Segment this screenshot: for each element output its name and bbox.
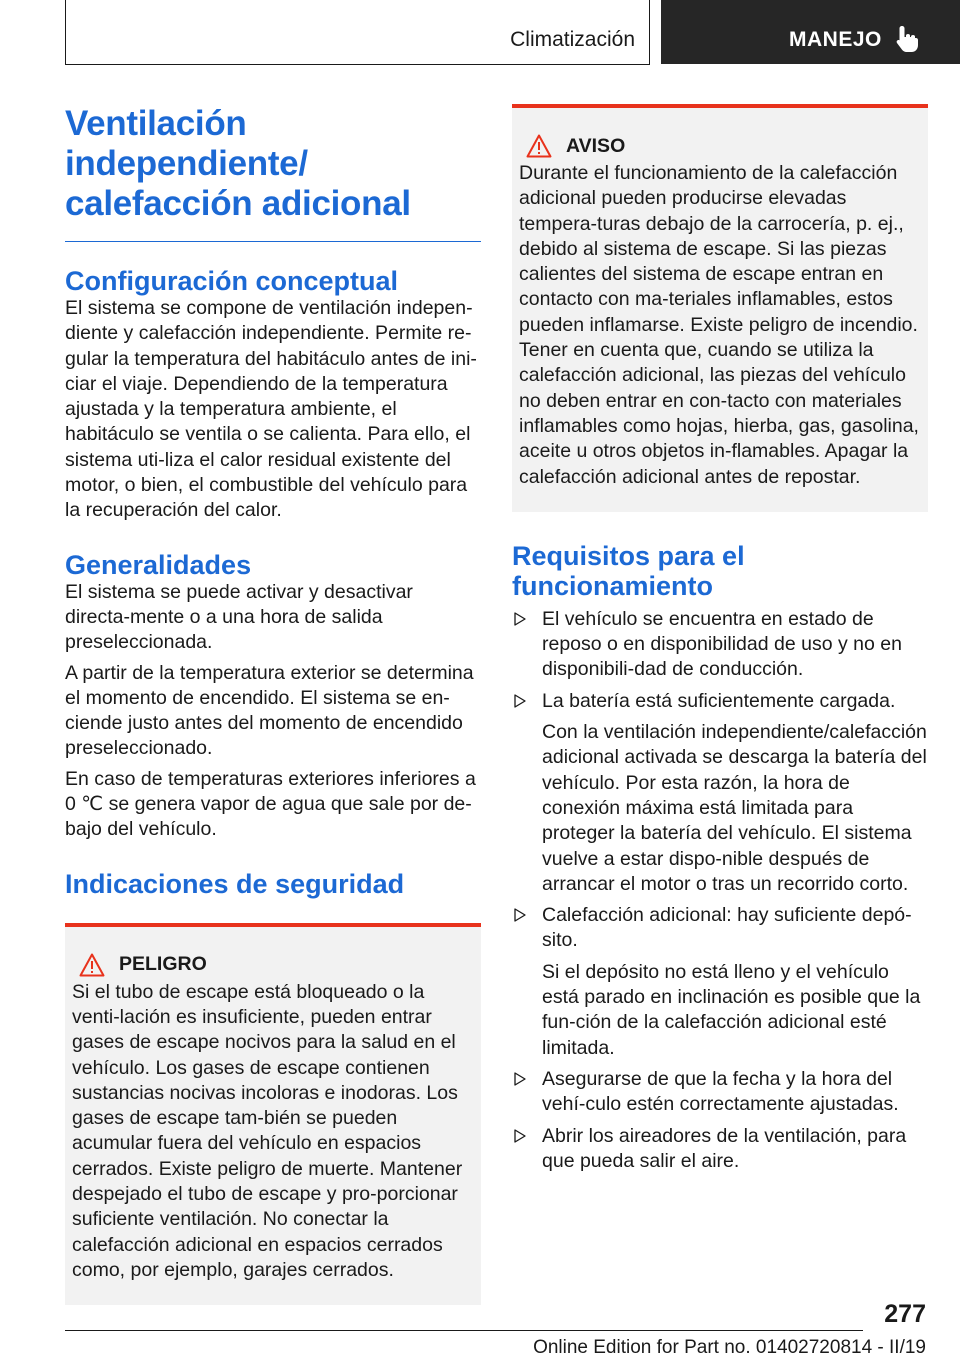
safety-heading: Indicaciones de seguridad	[65, 868, 405, 899]
list-item	[512, 903, 928, 1061]
list-item-text: Calefacción adicional: hay suficiente depó-sito.	[542, 904, 912, 952]
header-bottom-rule	[65, 64, 650, 65]
triangle-bullet-icon	[513, 907, 527, 923]
section-label: Climatización	[510, 28, 635, 51]
list-item-detail: Si el depósito no está lleno y el vehículo está parado en inclinación es posible que la fun-ción de la calefacción adicional esté limitada.	[542, 960, 921, 1059]
danger-note-header	[72, 951, 473, 979]
list-item	[512, 1124, 928, 1175]
warning-triangle-icon	[526, 134, 552, 158]
warning-triangle-icon	[79, 953, 105, 977]
notice-note-header	[519, 132, 920, 160]
danger-note	[65, 923, 481, 1306]
concept-heading: Configuración conceptual	[65, 266, 399, 296]
header-left-rule	[65, 0, 66, 64]
notice-note-body: Durante el funcionamiento de la calefacción adicional pueden producirse elevadas tempera-turas debajo de la carrocería, p. ej., debido al sistema de escape. Si las piezas calientes del sistema de escape entran en contacto con ma-teriales inflamables, estos pueden inflamarse. Existe peligro de incendio. Tener en cuenta que, cuando se utiliza la calefacción adicional, las piezas del vehículo no deben entrar en con-tacto con materiales inflamables como hojas, hierba, gas, gasolina, aceite u otros objetos in-flamables. Apagar la calefacción adicional antes de repostar.	[519, 162, 919, 488]
edition-footer: Online Edition for Part no. 01402720814 - II/19	[533, 1337, 926, 1358]
page-title-line1: Ventilación independiente/	[65, 104, 308, 183]
chapter-tab[interactable]	[661, 0, 960, 64]
page-number: 277	[884, 1300, 926, 1328]
requirements-list	[512, 607, 928, 1174]
title-rule	[65, 241, 481, 242]
triangle-bullet-icon	[513, 1071, 527, 1087]
page-title-line2: calefacción adicional	[65, 184, 411, 223]
triangle-bullet-icon	[513, 611, 527, 627]
right-column	[512, 104, 928, 1180]
chapter-tab-label: MANEJO	[789, 28, 882, 51]
header-divider	[649, 0, 650, 64]
list-item	[512, 689, 928, 897]
list-item-text: La batería está suficientemente cargada.	[542, 689, 896, 712]
requirements-heading-line2: funcionamiento	[512, 570, 713, 601]
left-column	[65, 104, 481, 1305]
list-item-detail: Con la ventilación independiente/calefacción adicional activada se descarga la batería del vehículo. Por esta razón, la hora de conexión máxima está limitada para proteger la batería del vehículo. El sistema vuelve a estar dispo-nible después de arrancar el motor o tras un recorrido corto.	[542, 721, 927, 895]
page-title	[65, 104, 481, 224]
requirements-heading	[512, 541, 928, 601]
general-heading: Generalidades	[65, 549, 252, 580]
hand-pointer-icon	[894, 24, 922, 54]
notice-note	[512, 104, 928, 512]
danger-note-title: PELIGRO	[119, 953, 207, 976]
list-item	[512, 607, 928, 683]
triangle-bullet-icon	[513, 693, 527, 709]
list-item-text: Abrir los aireadores de la ventilación, para que pueda salir el aire.	[542, 1124, 907, 1172]
requirements-heading-line1: Requisitos para el	[512, 540, 745, 571]
notice-note-title: AVISO	[566, 134, 626, 157]
concept-paragraph: El sistema se compone de ventilación indepen-diente y calefacción independiente. Permite re-gular la temperatura del habitáculo antes de ini-ciar el viaje. Dependiendo de la temperatura ajustada y la temperatura ambiente, el habitáculo se ventila o se calienta. Para ello, el sistema uti-liza el calor residual existente del motor, o bien, el combustible del vehículo para la recuperación del calor.	[65, 297, 477, 522]
general-paragraph-2: A partir de la temperatura exterior se determina el momento de encendido. El sistema se en-ciende justo antes del momento de encendido preseleccionado.	[65, 661, 474, 760]
triangle-bullet-icon	[513, 1128, 527, 1144]
general-paragraph-1: El sistema se puede activar y desactivar directa-mente o a una hora de salida preseleccionada.	[65, 580, 413, 654]
list-item	[512, 1067, 928, 1118]
list-item-text: Asegurarse de que la fecha y la hora del vehí-culo estén correctamente ajustadas.	[542, 1067, 899, 1116]
list-item-text: El vehículo se encuentra en estado de reposo o en disponibilidad de uso y no en disponibili-dad de conducción.	[542, 607, 902, 681]
general-paragraph-3: En caso de temperaturas exteriores inferiores a 0 ℃ se genera vapor de agua que sale por de-bajo del vehículo.	[65, 767, 476, 841]
footer-rule	[65, 1330, 863, 1331]
danger-note-body: Si el tubo de escape está bloqueado o la venti-lación es insuficiente, pueden entrar gases de escape nocivos para la salud en el vehículo. Los gases de escape contienen sustancias nocivas incoloras e inodoras. Los gases de escape tam-bién se pueden acumular fuera del vehículo en espacios cerrados. Existe peligro de muerte. Mantener despejado el tubo de escape y pro-porcionar suficiente ventilación. No conectar la calefacción adicional en espacios cerrados como, por ejemplo, garajes cerrados.	[72, 980, 463, 1281]
